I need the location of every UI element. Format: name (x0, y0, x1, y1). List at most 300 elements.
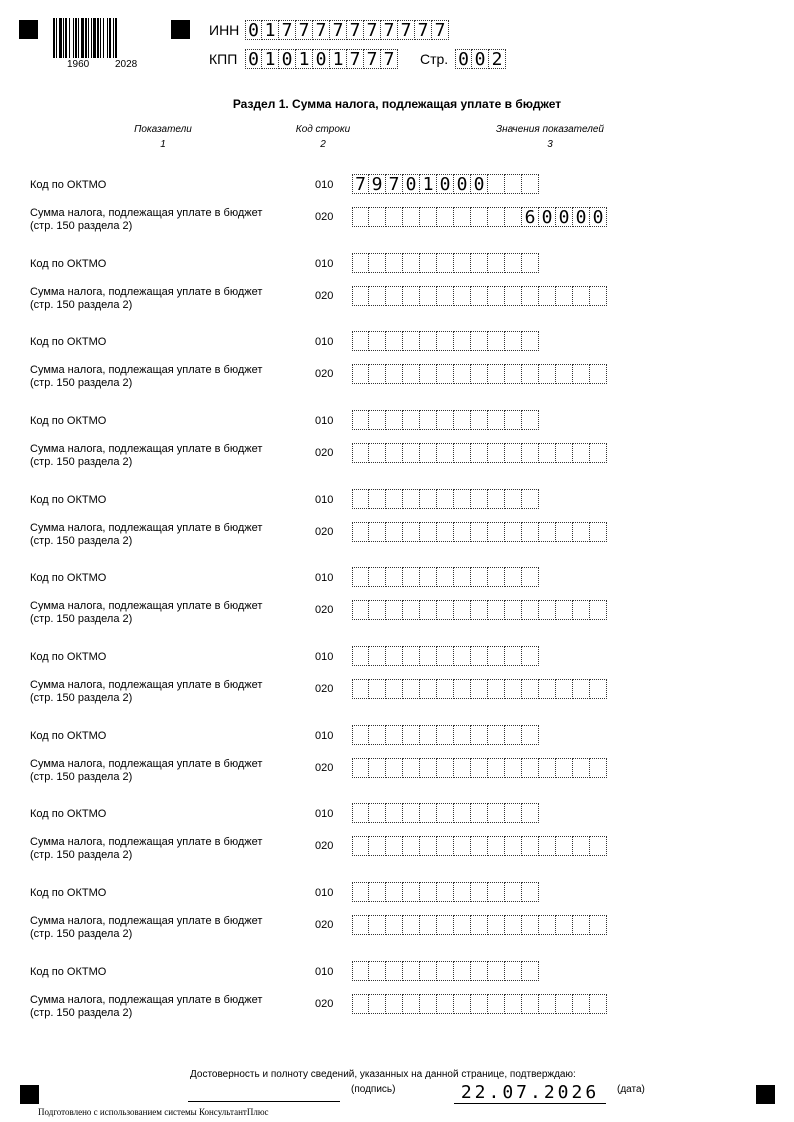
tax-sum-label-line1: Сумма налога, подлежащая уплате в бюджет (30, 600, 263, 612)
digit-cell (556, 522, 573, 542)
digit-cell (522, 725, 539, 745)
digit-cell (505, 836, 522, 856)
digit-cell (420, 489, 437, 509)
digit-cell (539, 994, 556, 1014)
digit-cell: 0 (455, 49, 472, 69)
digit-cell (488, 646, 505, 666)
oktmo-line-code: 010 (315, 494, 334, 506)
digit-cell (403, 253, 420, 273)
oktmo-field[interactable] (352, 410, 539, 430)
tax-sum-field[interactable] (352, 522, 607, 542)
digit-cell (454, 600, 471, 620)
barcode-right-number: 2028 (115, 59, 138, 70)
digit-cell (454, 882, 471, 902)
tax-sum-label-line1: Сумма налога, подлежащая уплате в бюджет (30, 286, 263, 298)
oktmo-line-code: 010 (315, 415, 334, 427)
digit-cell (420, 679, 437, 699)
digit-cell (369, 646, 386, 666)
digit-cell (437, 646, 454, 666)
digit-cell (471, 882, 488, 902)
digit-cell (437, 331, 454, 351)
corner-marker-top-left (19, 20, 38, 39)
tax-sum-label-line1: Сумма налога, подлежащая уплате в бюджет (30, 758, 263, 770)
digit-cell (590, 364, 607, 384)
digit-cell (352, 882, 369, 902)
digit-cell (556, 915, 573, 935)
digit-cell (522, 646, 539, 666)
digit-cell (454, 679, 471, 699)
digit-cell (522, 882, 539, 902)
digit-cell (471, 522, 488, 542)
corner-marker-bottom-right (756, 1085, 775, 1104)
digit-cell (403, 725, 420, 745)
digit-cell: 0 (590, 207, 607, 227)
tax-sum-label-line1: Сумма налога, подлежащая уплате в бюджет (30, 915, 263, 927)
digit-cell (352, 567, 369, 587)
digit-cell (522, 286, 539, 306)
digit-cell (471, 410, 488, 430)
tax-sum-field[interactable] (352, 364, 607, 384)
digit-cell (522, 443, 539, 463)
digit-cell (386, 489, 403, 509)
date-value[interactable]: 22.07.2026 (460, 1082, 600, 1103)
digit-cell (369, 331, 386, 351)
digit-cell (539, 443, 556, 463)
digit-cell (403, 994, 420, 1014)
digit-cell: 1 (330, 49, 347, 69)
tax-sum-label-line2: (стр. 150 раздела 2) (30, 1007, 133, 1019)
digit-cell (386, 679, 403, 699)
digit-cell (403, 961, 420, 981)
digit-cell (488, 286, 505, 306)
digit-cell (420, 364, 437, 384)
digit-cell (386, 410, 403, 430)
digit-cell (488, 522, 505, 542)
digit-cell (369, 489, 386, 509)
digit-cell (386, 522, 403, 542)
digit-cell (437, 364, 454, 384)
digit-cell (352, 758, 369, 778)
digit-cell (369, 207, 386, 227)
page-label: Стр. (420, 51, 449, 67)
tax-sum-field[interactable] (352, 207, 607, 227)
digit-cell (420, 836, 437, 856)
tax-sum-line-code: 020 (315, 526, 334, 538)
digit-cell: 0 (279, 49, 296, 69)
oktmo-field[interactable] (352, 961, 539, 981)
oktmo-line-code: 010 (315, 966, 334, 978)
digit-cell (539, 836, 556, 856)
digit-cell (352, 286, 369, 306)
digit-cell (403, 758, 420, 778)
digit-cell (403, 410, 420, 430)
digit-cell (352, 646, 369, 666)
digit-cell (488, 331, 505, 351)
digit-cell (539, 286, 556, 306)
oktmo-line-code: 010 (315, 651, 334, 663)
digit-cell (488, 915, 505, 935)
signature-label: (подпись) (351, 1084, 396, 1095)
digit-cell (437, 679, 454, 699)
tax-sum-label-line1: Сумма налога, подлежащая уплате в бюджет (30, 679, 263, 691)
oktmo-field[interactable] (352, 725, 539, 745)
digit-cell (573, 522, 590, 542)
digit-cell: 7 (381, 20, 398, 40)
digit-cell (420, 331, 437, 351)
digit-cell: 7 (398, 20, 415, 40)
digit-cell (522, 836, 539, 856)
tax-sum-label-line2: (стр. 150 раздела 2) (30, 613, 133, 625)
digit-cell (505, 725, 522, 745)
digit-cell (454, 646, 471, 666)
tax-sum-line-code: 020 (315, 290, 334, 302)
digit-cell (437, 207, 454, 227)
corner-marker-top-right (171, 20, 190, 39)
digit-cell (352, 364, 369, 384)
digit-cell (505, 410, 522, 430)
digit-cell (488, 600, 505, 620)
tax-sum-label-line2: (стр. 150 раздела 2) (30, 535, 133, 547)
digit-cell (454, 915, 471, 935)
tax-sum-label-line1: Сумма налога, подлежащая уплате в бюджет (30, 443, 263, 455)
digit-cell (403, 915, 420, 935)
prepared-note: Подготовлено с использованием системы КонсультантПлюс (38, 1107, 269, 1117)
tax-sum-line-code: 020 (315, 840, 334, 852)
digit-cell (471, 915, 488, 935)
digit-cell (437, 882, 454, 902)
oktmo-label: Код по ОКТМО (30, 887, 107, 899)
digit-cell (437, 994, 454, 1014)
tax-sum-line-code: 020 (315, 919, 334, 931)
digit-cell (454, 836, 471, 856)
digit-cell (505, 646, 522, 666)
digit-cell (522, 803, 539, 823)
corner-marker-bottom-left (20, 1085, 39, 1104)
digit-cell (505, 567, 522, 587)
oktmo-label: Код по ОКТМО (30, 336, 107, 348)
kpp-label: КПП (209, 51, 238, 67)
digit-cell (556, 994, 573, 1014)
digit-cell (386, 567, 403, 587)
digit-cell (471, 286, 488, 306)
digit-cell (352, 836, 369, 856)
tax-sum-label (30, 915, 300, 941)
oktmo-field[interactable] (352, 567, 539, 587)
tax-sum-label-line1: Сумма налога, подлежащая уплате в бюджет (30, 364, 263, 376)
section-title: Раздел 1. Сумма налога, подлежащая уплате в бюджет (232, 97, 562, 111)
tax-sum-label-line1: Сумма налога, подлежащая уплате в бюджет (30, 522, 263, 534)
digit-cell (454, 207, 471, 227)
confirmation-text: Достоверность и полноту сведений, указанных на данной странице, подтверждаю: (190, 1069, 576, 1080)
digit-cell (505, 331, 522, 351)
digit-cell (369, 522, 386, 542)
digit-cell: 0 (454, 174, 471, 194)
tax-sum-field[interactable] (352, 286, 607, 306)
digit-cell (369, 567, 386, 587)
digit-cell (386, 286, 403, 306)
digit-cell (488, 961, 505, 981)
digit-cell (471, 331, 488, 351)
digit-cell (403, 836, 420, 856)
digit-cell (539, 758, 556, 778)
tax-sum-field[interactable] (352, 443, 607, 463)
digit-cell (420, 758, 437, 778)
digit-cell (556, 286, 573, 306)
oktmo-field[interactable] (352, 174, 539, 194)
digit-cell (454, 286, 471, 306)
digit-cell (352, 522, 369, 542)
page-number-field[interactable] (455, 49, 506, 69)
digit-cell (420, 567, 437, 587)
digit-cell (522, 961, 539, 981)
digit-cell (369, 803, 386, 823)
tax-sum-label-line2: (стр. 150 раздела 2) (30, 377, 133, 389)
digit-cell: 0 (539, 207, 556, 227)
tax-sum-label (30, 994, 300, 1020)
digit-cell (369, 836, 386, 856)
signature-line[interactable] (188, 1101, 340, 1102)
oktmo-field[interactable] (352, 253, 539, 273)
digit-cell (471, 364, 488, 384)
digit-cell (437, 410, 454, 430)
digit-cell: 7 (364, 49, 381, 69)
tax-sum-field[interactable] (352, 679, 607, 699)
digit-cell (386, 646, 403, 666)
tax-sum-field[interactable] (352, 994, 607, 1014)
digit-cell (352, 207, 369, 227)
tax-sum-field[interactable] (352, 600, 607, 620)
digit-cell (590, 915, 607, 935)
digit-cell (420, 882, 437, 902)
digit-cell (386, 915, 403, 935)
digit-cell (403, 331, 420, 351)
column-number-3: 3 (547, 139, 553, 150)
column-header-indicators: Показатели (134, 124, 192, 135)
tax-sum-label (30, 207, 300, 233)
digit-cell (369, 364, 386, 384)
digit-cell (403, 646, 420, 666)
digit-cell: 7 (352, 174, 369, 194)
digit-cell (488, 364, 505, 384)
digit-cell (454, 522, 471, 542)
digit-cell (505, 600, 522, 620)
digit-cell (386, 803, 403, 823)
oktmo-field[interactable] (352, 803, 539, 823)
digit-cell: 9 (369, 174, 386, 194)
digit-cell (437, 443, 454, 463)
digit-cell: 7 (296, 20, 313, 40)
digit-cell (437, 961, 454, 981)
oktmo-label: Код по ОКТМО (30, 730, 107, 742)
digit-cell (420, 286, 437, 306)
digit-cell (352, 725, 369, 745)
digit-cell (437, 803, 454, 823)
digit-cell (471, 679, 488, 699)
digit-cell (352, 679, 369, 699)
digit-cell (386, 882, 403, 902)
tax-sum-label-line2: (стр. 150 раздела 2) (30, 928, 133, 940)
digit-cell (454, 758, 471, 778)
digit-cell (522, 364, 539, 384)
inn-label: ИНН (209, 22, 240, 38)
digit-cell (539, 522, 556, 542)
oktmo-field[interactable] (352, 882, 539, 902)
digit-cell (352, 331, 369, 351)
tax-sum-label (30, 758, 300, 784)
tax-sum-line-code: 020 (315, 998, 334, 1010)
digit-cell (556, 836, 573, 856)
digit-cell (403, 882, 420, 902)
digit-cell (471, 961, 488, 981)
digit-cell (471, 803, 488, 823)
digit-cell: 7 (313, 20, 330, 40)
digit-cell (573, 915, 590, 935)
digit-cell (420, 915, 437, 935)
digit-cell (437, 915, 454, 935)
oktmo-label: Код по ОКТМО (30, 808, 107, 820)
digit-cell (403, 522, 420, 542)
oktmo-label: Код по ОКТМО (30, 572, 107, 584)
oktmo-field[interactable] (352, 331, 539, 351)
oktmo-label: Код по ОКТМО (30, 494, 107, 506)
oktmo-line-code: 010 (315, 887, 334, 899)
tax-sum-label-line2: (стр. 150 раздела 2) (30, 220, 133, 232)
digit-cell (352, 600, 369, 620)
oktmo-label: Код по ОКТМО (30, 966, 107, 978)
digit-cell: 0 (403, 174, 420, 194)
digit-cell (505, 286, 522, 306)
digit-cell: 0 (313, 49, 330, 69)
digit-cell (403, 567, 420, 587)
digit-cell (556, 443, 573, 463)
digit-cell (471, 725, 488, 745)
digit-cell (573, 286, 590, 306)
digit-cell (352, 961, 369, 981)
digit-cell: 0 (573, 207, 590, 227)
digit-cell (437, 489, 454, 509)
digit-cell: 1 (262, 20, 279, 40)
digit-cell (420, 522, 437, 542)
digit-cell (369, 443, 386, 463)
column-number-1: 1 (160, 139, 166, 150)
digit-cell (471, 443, 488, 463)
date-line (454, 1103, 606, 1104)
digit-cell: 0 (245, 49, 262, 69)
digit-cell (403, 207, 420, 227)
oktmo-field[interactable] (352, 489, 539, 509)
oktmo-field[interactable] (352, 646, 539, 666)
digit-cell (522, 253, 539, 273)
tax-sum-label-line2: (стр. 150 раздела 2) (30, 849, 133, 861)
digit-cell (471, 253, 488, 273)
tax-sum-line-code: 020 (315, 447, 334, 459)
digit-cell (522, 410, 539, 430)
digit-cell (403, 489, 420, 509)
digit-cell (471, 600, 488, 620)
digit-cell (488, 253, 505, 273)
digit-cell (488, 758, 505, 778)
digit-cell (488, 882, 505, 902)
digit-cell (505, 522, 522, 542)
digit-cell (369, 600, 386, 620)
digit-cell (539, 600, 556, 620)
digit-cell (488, 803, 505, 823)
digit-cell (590, 758, 607, 778)
digit-cell (556, 364, 573, 384)
digit-cell (522, 174, 539, 194)
digit-cell (573, 600, 590, 620)
digit-cell: 0 (471, 174, 488, 194)
digit-cell (505, 758, 522, 778)
digit-cell: 7 (381, 49, 398, 69)
digit-cell (488, 489, 505, 509)
tax-sum-label (30, 836, 300, 862)
digit-cell (556, 758, 573, 778)
digit-cell (573, 836, 590, 856)
oktmo-line-code: 010 (315, 572, 334, 584)
digit-cell (386, 836, 403, 856)
oktmo-line-code: 010 (315, 179, 334, 191)
digit-cell (590, 600, 607, 620)
tax-sum-field[interactable] (352, 758, 607, 778)
barcode (53, 18, 157, 58)
tax-sum-label (30, 443, 300, 469)
digit-cell: 2 (489, 49, 506, 69)
digit-cell (369, 882, 386, 902)
digit-cell (369, 915, 386, 935)
digit-cell (454, 331, 471, 351)
digit-cell (420, 253, 437, 273)
digit-cell (590, 679, 607, 699)
digit-cell (590, 836, 607, 856)
digit-cell (539, 364, 556, 384)
kpp-field[interactable] (245, 49, 398, 69)
digit-cell (505, 253, 522, 273)
digit-cell (505, 803, 522, 823)
digit-cell (352, 994, 369, 1014)
digit-cell (369, 758, 386, 778)
inn-field[interactable] (245, 20, 449, 40)
digit-cell (505, 364, 522, 384)
digit-cell (420, 994, 437, 1014)
digit-cell (386, 331, 403, 351)
digit-cell (573, 679, 590, 699)
digit-cell (471, 758, 488, 778)
digit-cell (403, 286, 420, 306)
tax-sum-label (30, 364, 300, 390)
digit-cell (403, 803, 420, 823)
digit-cell (403, 679, 420, 699)
digit-cell (403, 364, 420, 384)
digit-cell (369, 253, 386, 273)
tax-sum-label (30, 679, 300, 705)
oktmo-line-code: 010 (315, 336, 334, 348)
digit-cell (590, 994, 607, 1014)
digit-cell (488, 836, 505, 856)
digit-cell (488, 994, 505, 1014)
tax-sum-field[interactable] (352, 915, 607, 935)
tax-sum-field[interactable] (352, 836, 607, 856)
tax-sum-label (30, 600, 300, 626)
digit-cell (437, 725, 454, 745)
digit-cell (386, 994, 403, 1014)
digit-cell (522, 994, 539, 1014)
digit-cell (556, 679, 573, 699)
digit-cell (437, 836, 454, 856)
digit-cell (590, 443, 607, 463)
digit-cell (420, 961, 437, 981)
digit-cell: 7 (364, 20, 381, 40)
